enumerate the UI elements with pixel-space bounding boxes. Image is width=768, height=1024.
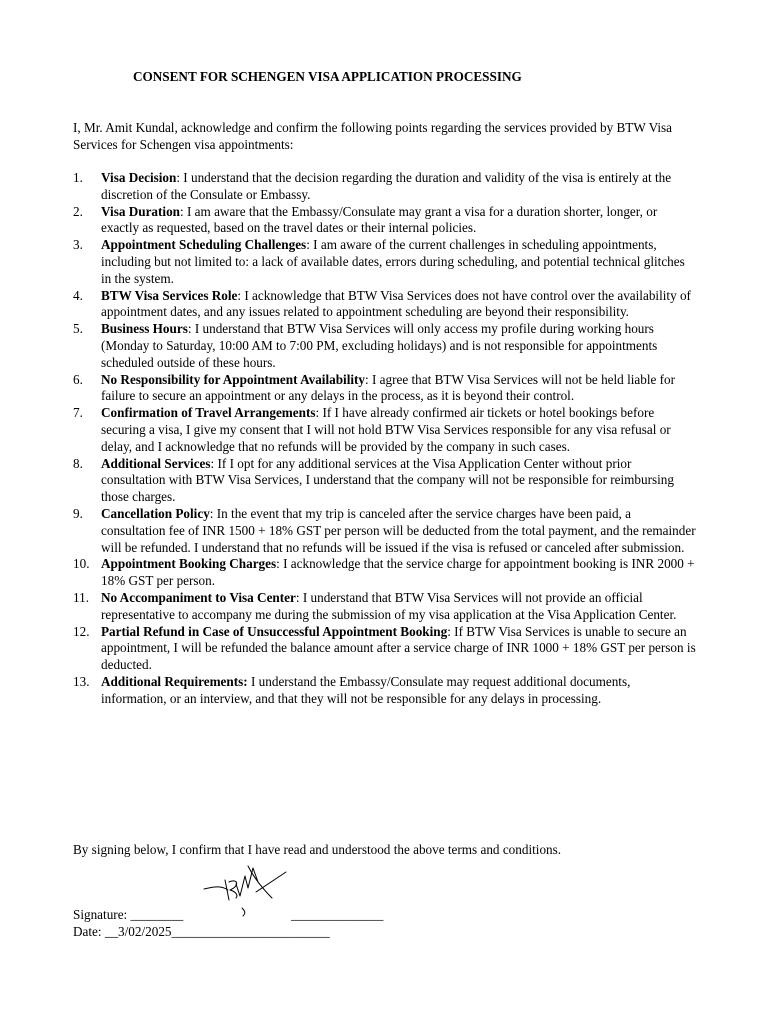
term-text: : I understand that the decision regarding the duration and validity of the visa is entirely at the discretion of the Consulate or Embassy.	[101, 170, 672, 202]
term-text: : I understand that BTW Visa Services will only access my profile during working hours (Monday to Saturday, 10:00 AM to 7:00 PM, excluding holidays) and is not responsible for appointments scheduled outside of these hours.	[101, 321, 658, 370]
closing-statement: By signing below, I confirm that I have read and understood the above terms and conditions.	[73, 842, 562, 857]
term-text: : If I opt for any additional services at the Visa Application Center without prior consultation with BTW Visa Services, I understand that the company will not be responsible for reimbursing those charges.	[101, 455, 674, 505]
term-number: 6.	[73, 371, 83, 387]
signature-label: Signature: ________	[73, 907, 184, 922]
date-line: Date: __3/02/2025________________________	[73, 924, 330, 939]
term-number: 10.	[73, 556, 90, 572]
term-text: : I acknowledge that the service charge for appointment booking is INR 2000 + 18% GST per person.	[101, 556, 695, 589]
term-item	[73, 237, 698, 287]
term-text: I understand the Embassy/Consulate may request additional documents, information, or an interview, and that they will not be responsible for any delays in processing.	[101, 673, 631, 706]
term-item	[73, 170, 698, 204]
term-number: 5.	[73, 321, 83, 337]
term-text: : In the event that my trip is canceled after the service charges have been paid, a consultation fee of INR 1500 + 18% GST per person will be deducted from the total payment, and the remainder will be refunded. I understand that no refunds will be issued if the visa is refused or canceled after submission.	[101, 505, 696, 555]
term-item	[73, 456, 698, 506]
term-heading: Business Hours	[101, 321, 188, 337]
handwritten-signature	[198, 856, 290, 922]
signature-blank: ______________	[291, 907, 384, 922]
term-number: 4.	[73, 287, 83, 303]
term-heading: Additional Requirements:	[101, 673, 248, 689]
term-number: 12.	[73, 623, 90, 639]
term-text: : I agree that BTW Visa Services will not be held liable for failure to secure an appointment or any delays in the process, as it is beyond their control.	[101, 371, 676, 404]
term-item	[73, 288, 698, 322]
term-heading: Appointment Booking Charges	[101, 556, 277, 572]
term-number: 9.	[73, 505, 83, 521]
term-number: 2.	[73, 203, 83, 219]
terms-list	[73, 170, 698, 708]
term-item	[73, 405, 698, 455]
term-heading: Partial Refund in Case of Unsuccessful Appointment Booking	[101, 623, 448, 639]
term-item	[73, 590, 698, 624]
term-item	[73, 624, 698, 674]
term-heading: Visa Decision	[101, 170, 177, 185]
term-number: 13.	[73, 673, 90, 689]
term-heading: Appointment Scheduling Challenges	[101, 237, 307, 253]
term-heading: Visa Duration	[101, 203, 181, 219]
term-heading: BTW Visa Services Role	[101, 287, 238, 303]
signature-line	[73, 907, 384, 924]
term-item	[73, 372, 698, 406]
term-heading: Additional Services	[101, 455, 211, 471]
term-item	[73, 674, 698, 708]
term-number: 7.	[73, 405, 83, 421]
intro-paragraph: I, Mr. Amit Kundal, acknowledge and confirm the following points regarding the services provided by BTW Visa Services for Schengen visa appointments:	[73, 120, 672, 152]
term-item	[73, 506, 698, 556]
term-number: 11.	[73, 589, 89, 605]
page-title: CONSENT FOR SCHENGEN VISA APPLICATION PROCESSING	[133, 69, 522, 84]
term-item	[73, 321, 698, 371]
term-text: : I am aware that the Embassy/Consulate may grant a visa for a duration shorter, longer, or exactly as requested, based on the travel dates or their internal policies.	[101, 203, 658, 236]
term-heading: No Responsibility for Appointment Availability	[101, 371, 366, 387]
term-text: : If BTW Visa Services is unable to secure an appointment, I will be refunded the balance amount after a service charge of INR 1000 + 18% GST per person is deducted.	[101, 623, 696, 673]
term-heading: Cancellation Policy	[101, 505, 210, 521]
term-number: 1.	[73, 170, 83, 185]
term-item	[73, 556, 698, 590]
term-text: : If I have already confirmed air tickets or hotel bookings before securing a visa, I give my consent that I will not hold BTW Visa Services responsible for any visa refusal or delay, and I acknowledge that no refunds will be provided by the company in such cases.	[101, 405, 671, 454]
term-heading: No Accompaniment to Visa Center	[101, 589, 296, 605]
term-text: : I acknowledge that BTW Visa Services does not have control over the availability of appointment dates, and any issues related to appointment scheduling are beyond their responsibility.	[101, 287, 691, 320]
term-number: 3.	[73, 237, 83, 253]
term-number: 8.	[73, 455, 83, 471]
term-text: : I am aware of the current challenges in scheduling appointments, including but not limited to: a lack of available dates, errors during scheduling, and potential technical glitches in the system.	[101, 237, 685, 286]
term-heading: Confirmation of Travel Arrangements	[101, 405, 316, 421]
term-item	[73, 204, 698, 238]
term-text: : I understand that BTW Visa Services will not provide an official representative to accompany me during the submission of my visa application at the Visa Application Center.	[101, 589, 677, 622]
